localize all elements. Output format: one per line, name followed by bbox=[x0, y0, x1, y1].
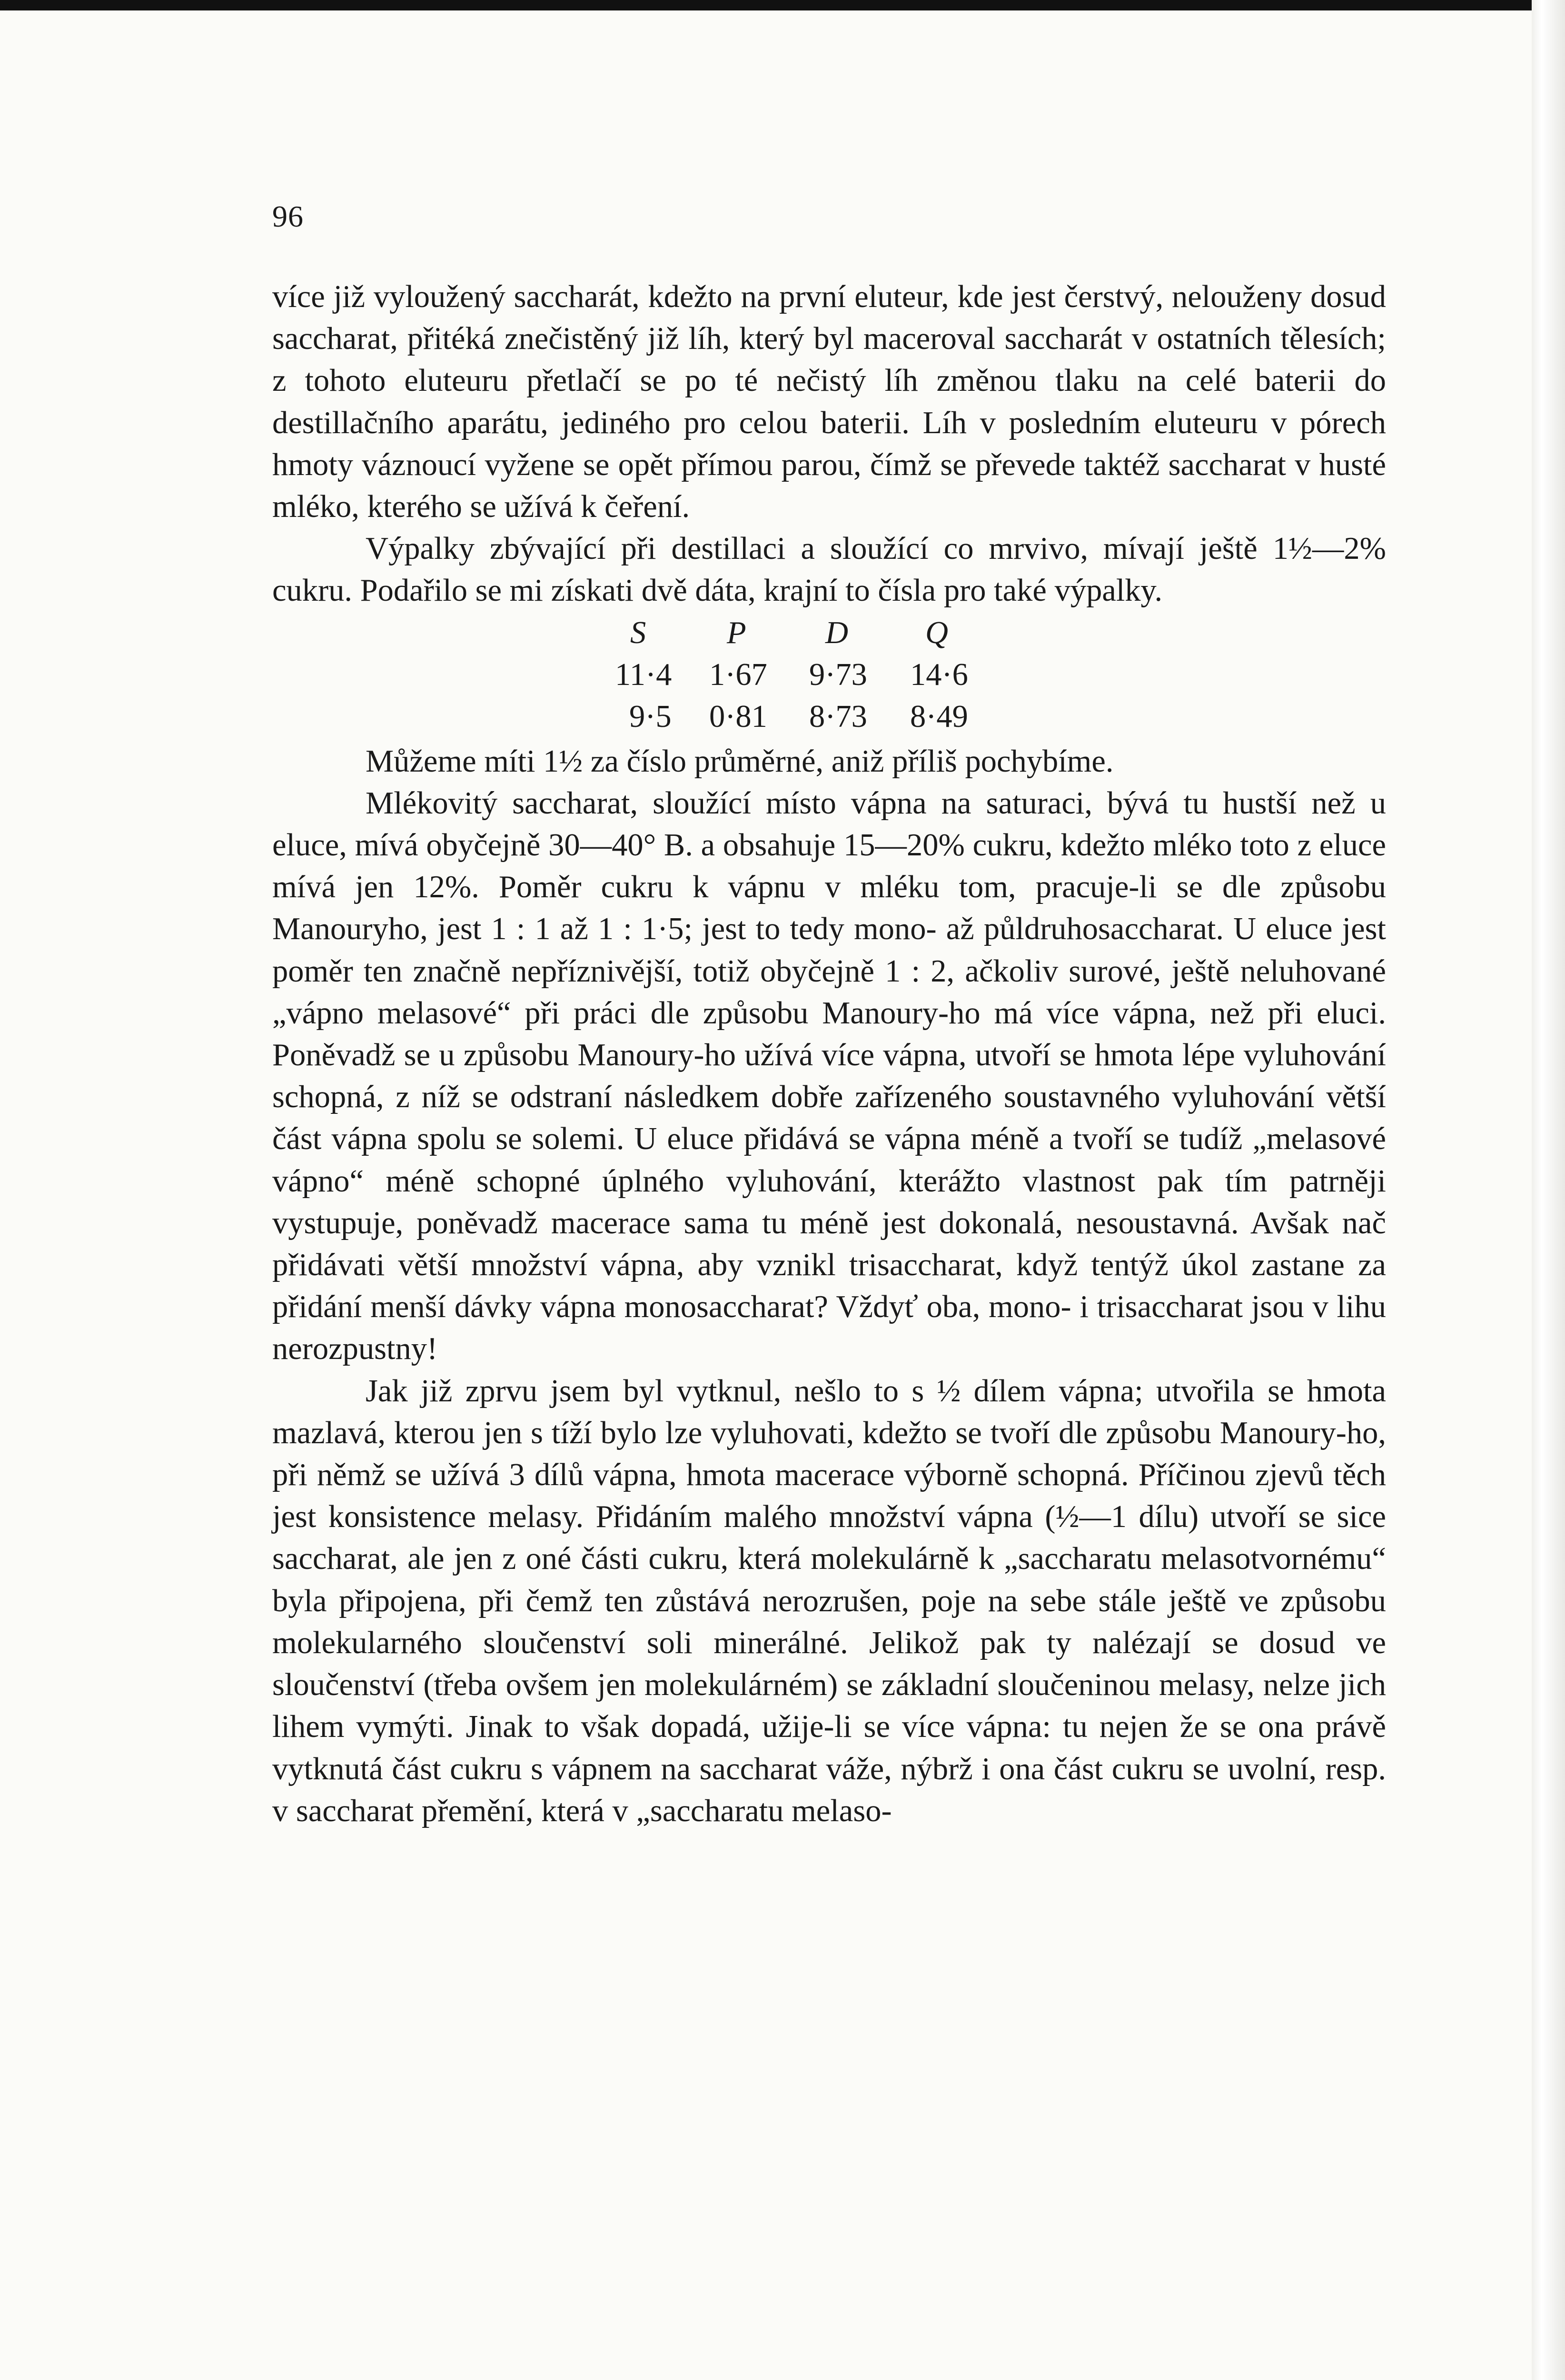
paragraph-5: Jak již zprvu jsem byl vytknul, nešlo to s ½ dílem vápna; utvořila se hmota mazlavá, kterou jen s tíží bylo lze vyluhovati, kdežto se tvoří dle způsobu Manoury-ho, při němž se užívá 3 dílů vápna, hmota macerace výborně schopná. Příčinou zjevů těch jest konsistence melasy. Přidáním malého množství vápna (½—1 dílu) utvoří se sice saccharat, ale jen z oné části cukru, která molekulárně k „saccharatu melasotvornému“ byla připojena, při čemž ten zůstává nerozrušen, poje na sebe stále ještě ve způsobu molekularného sloučenství soli minerálné. Jelikož pak ty nalézají se dosud ve sloučenství (třeba ovšem jen molekulárném) se základní sloučeninou melasy, nelze jich lihem vymýti. Jinak to však dopadá, užije-li se více vápna: tu nejen že se ona právě vytknutá část cukru s vápnem na saccharat váže, nýbrž i ona část cukru se uvolní, resp. v saccharat přemění, která v „saccharatu melaso- bbox=[272, 1373, 1386, 1828]
table-cell: 8·49 bbox=[910, 699, 968, 734]
page-edge-right bbox=[1532, 0, 1565, 2380]
scan-edge-top bbox=[0, 0, 1565, 10]
table-header-d: D bbox=[825, 615, 849, 650]
table-header-p: P bbox=[727, 615, 746, 650]
table-cell: 9·73 bbox=[809, 657, 867, 692]
table-cell: 1·67 bbox=[709, 657, 767, 692]
table-cell: 0·81 bbox=[709, 699, 767, 734]
page-number: 96 bbox=[272, 199, 304, 233]
paragraph-2: Výpalky zbývající při destillaci a sloužící co mrvivo, mívají ještě 1½—2% cukru. Podařilo se mi získati dvě dáta, krajní to čísla pro také výpalky. bbox=[272, 531, 1386, 608]
paragraph-1: více již vyloužený saccharát, kdežto na první eluteur, kde jest čerstvý, nelouženy dosud saccharat, přitéká znečistěný již líh, který byl maceroval saccharát v ostatních tělesích; z tohoto eluteuru přetlačí se po té nečistý líh změnou tlaku na celé baterii do destillačního aparátu, jediného pro celou baterii. Líh v posledním eluteuru v pórech hmoty váznoucí vyžene se opět přímou parou, čímž se převede taktéž saccharat v husté mléko, kterého se užívá k čeření. bbox=[272, 279, 1386, 525]
data-table bbox=[272, 612, 1386, 741]
table-cell: 14·6 bbox=[910, 657, 968, 692]
paragraph-3: Můžeme míti 1½ za číslo průměrné, aniž příliš pochybíme. bbox=[366, 744, 1114, 779]
table-header-q: Q bbox=[925, 615, 949, 650]
body-text bbox=[272, 276, 1386, 1832]
table-header-s: S bbox=[630, 615, 646, 650]
table-cell: 11·4 bbox=[615, 657, 672, 692]
table-cell: 9·5 bbox=[629, 699, 672, 734]
paragraph-4: Mlékovitý saccharat, sloužící místo vápna na saturaci, bývá tu hustší než u eluce, mívá obyčejně 30—40° B. a obsahuje 15—20% cukru, kdežto mléko toto z eluce mívá jen 12%. Poměr cukru k vápnu v mléku tom, pracuje-li se dle způsobu Manouryho, jest 1 : 1 až 1 : 1·5; jest to tedy mono- až půldruhosaccharat. U eluce jest poměr ten značně nepříznivější, totiž obyčejně 1 : 2, ačkoliv surové, ještě neluhované „vápno melasové“ při práci dle způsobu Manoury-ho má více vápna, než při eluci. Poněvadž se u způsobu Manoury-ho užívá více vápna, utvoří se hmota lépe vyluhování schopná, z níž se odstraní následkem dobře zařízeného soustavného vyluhování větší část vápna spolu se solemi. U eluce přidává se vápna méně a tvoří se tudíž „melasové vápno“ méně schopné úplného vyluhování, kterážto vlastnost pak tím patrněji vystupuje, poněvadž macerace sama tu méně jest dokonalá, nesoustavná. Avšak nač přidávati větší množství vápna, aby vznikl trisaccharat, když tentýž úkol zastane za přidání menší dávky vápna monosaccharat? Vždyť oba, mono- i trisaccharat jsou v lihu nerozpustny! bbox=[272, 785, 1386, 1367]
table-cell: 8·73 bbox=[809, 699, 867, 734]
